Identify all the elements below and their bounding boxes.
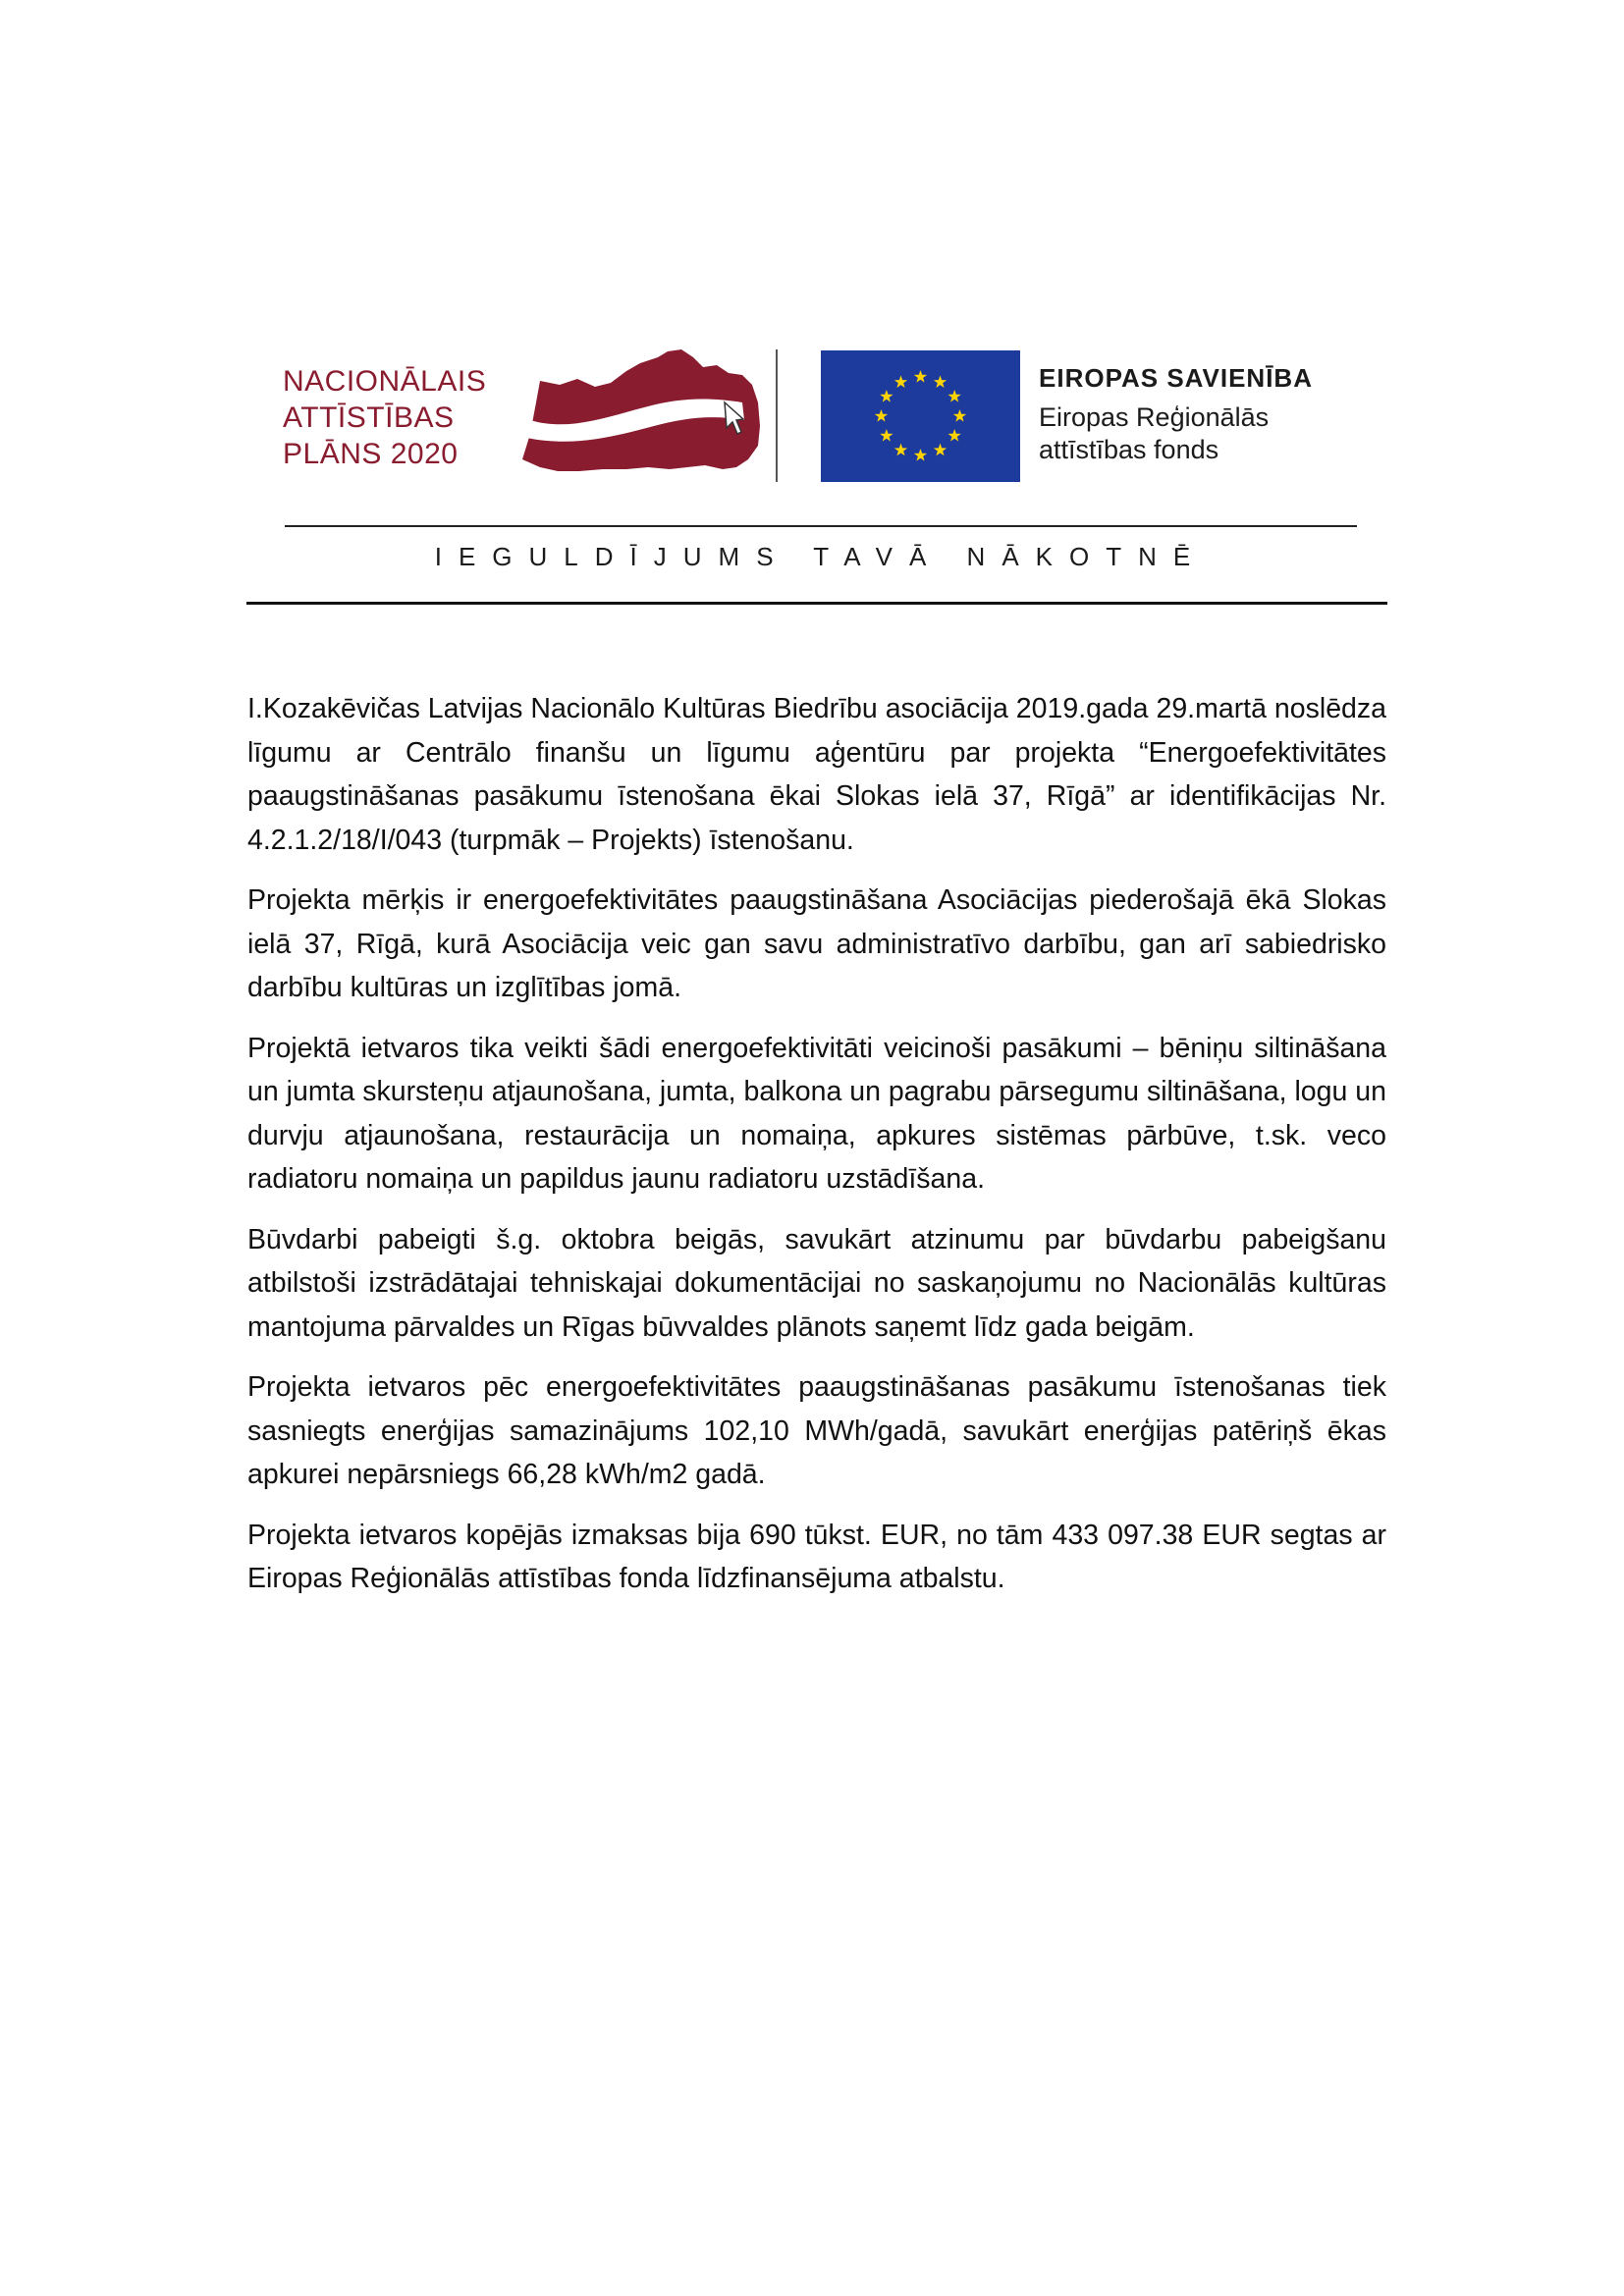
eu-logo — [821, 350, 1371, 484]
nap-logo-line-3: PLĀNS 2020 — [283, 438, 459, 470]
paragraph: Projekta ietvaros kopējās izmaksas bija 690 tūkst. EUR, no tām 433 097.38 EUR segtas ar Eiropas Reģionālās attīstības fonda līdzfinansējuma atbalstu. — [247, 1519, 1386, 1594]
nap-logo-line-1: NACIONĀLAIS — [283, 365, 487, 398]
header-rule-top — [285, 525, 1357, 527]
paragraph: Projekta ietvaros pēc energoefektivitātes paaugstināšanas pasākumu īstenošanas tiek sasniegts enerģijas samazinājums 102,10 MWh/gadā, savukārt enerģijas patēriņš ēkas apkurei nepārsniegs 66,28 kWh/m2 gadā. — [247, 1371, 1386, 1490]
latvia-map-icon — [501, 344, 766, 481]
logo-divider — [776, 349, 778, 482]
nap-2020-logo — [283, 344, 774, 491]
nap-logo-text — [283, 363, 486, 472]
document-body — [247, 687, 1386, 1618]
nap-logo-line-2: ATTĪSTĪBAS — [283, 401, 455, 434]
header-rule-bottom — [246, 602, 1387, 605]
eu-flag-icon — [821, 350, 1020, 482]
eu-subtitle-line-1: Eiropas Reģionālās — [1039, 402, 1270, 432]
eu-title: EIROPAS SAVIENĪBA — [1039, 363, 1313, 393]
eu-logo-text — [1039, 360, 1313, 466]
eu-subtitle-line-2: attīstības fonds — [1039, 435, 1219, 464]
paragraph: Projektā ietvaros tika veikti šādi energoefektivitāti veicinoši pasākumi – bēniņu siltināšana un jumta skursteņu atjaunošana, jumta, balkona un pagrabu pārsegumu siltināšana, logu un durvju atjaunošana, restaurācija un nomaiņa, apkures sistēmas pārbūve, t.sk. veco radiatoru nomaiņa un papildus jaunu radiatoru uzstādīšana. — [247, 1032, 1386, 1195]
paragraph: Būvdarbi pabeigti š.g. oktobra beigās, savukārt atzinumu par būvdarbu pabeigšanu atbilstoši izstrādātajai tehniskajai dokumentācijai no saskaņojumu no Nacionālās kultūras mantojuma pārvaldes un Rīgas būvvaldes plānots saņemt līdz gada beigām. — [247, 1223, 1386, 1343]
paragraph: Projekta mērķis ir energoefektivitātes paaugstināšana Asociācijas piederošajā ēkā Slokas ielā 37, Rīgā, kurā Asociācija veic gan savu administratīvo darbību, gan arī sabiedrisko darbību kultūras un izglītības jomā. — [247, 884, 1386, 1003]
paragraph: I.Kozakēvičas Latvijas Nacionālo Kultūras Biedrību asociācija 2019.gada 29.martā noslēdza līgumu ar Centrālo finanšu un līgumu aģentūru par projekta “Energoefektivitātes paaugstināšanas pasākumu īstenošana ēkai Slokas ielā 37, Rīgā” ar identifikācijas Nr. 4.2.1.2/18/I/043 (turpmāk – Projekts) īstenošanu. — [247, 693, 1386, 856]
slogan: IEGULDĪJUMS TAVĀ NĀKOTNĒ — [434, 542, 1208, 571]
